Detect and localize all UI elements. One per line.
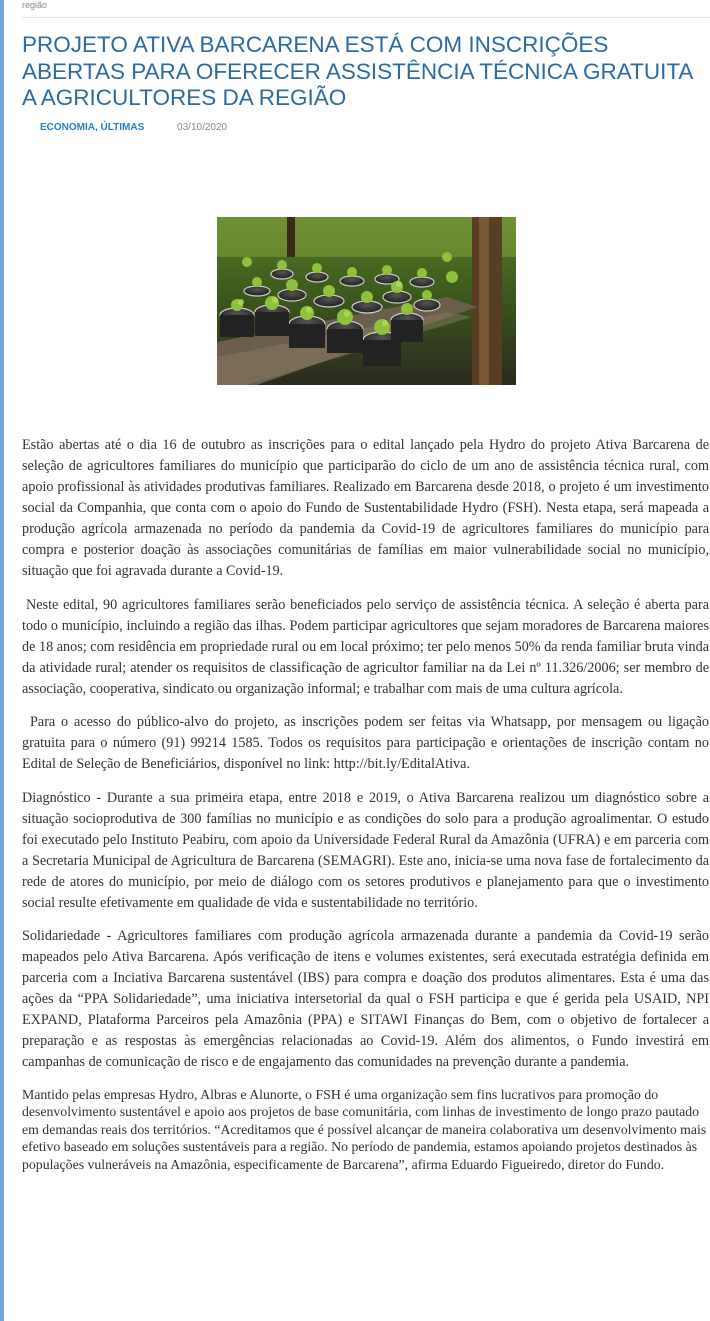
breadcrumb[interactable]: região [22,0,710,18]
paragraph: Diagnóstico - Durante a sua primeira etapa, entre 2018 e 2019, o Ativa Barcarena realizou um diagnóstico sobre a situação socioprodutiva de 300 famílias no município e as condições do solo para a produção agroalimentar. O estudo foi executado pelo Instituto Peabiru, com apoio da Universidade Federal Rural da Amazônia (UFRA) e em parceria com a Secretaria Municipal de Agricultura de Barcarena (SEMAGRI). Este ano, inicia-se uma nova fase de fortalecimento da rede de atores do município, por meio de diálogo com os setores produtivos e planejamento para que o investimento social resulte efetivamente em qualidade de vida e sustentabilidade no território. [22,789,709,911]
category-links[interactable]: ECONOMIA, ÚLTIMAS [40,122,145,133]
paragraph: Solidariedade - Agricultores familiares com produção agrícola armazenada durante a pandemia da Covid-19 serão mapeados pelo Ativa Barcarena. Após verificação de itens e volumes existentes, será executada estratégia definida em parceria com a Inciativa Barcarena sustentável (IBS) para compra e doação dos produtos alimentares. Esta é uma das ações da “PPA Solidariedade”, uma iniciativa intersetorial da qual o FSH participa e que é gerida pela USAID, NPI EXPAND, Plataforma Parceiros pela Amazônia (PPA) e SITAWI Finanças do Bem, com o objetivo de fortalecer a preparação e as respostas às emergências relacionadas ao Covid-19. Além dos alimentos, o Fundo investirá em campanhas de comunicação de risco e de engajamento das comunidades na prevenção durante a pandemia. [22,928,709,1070]
article-title: PROJETO ATIVA BARCARENA ESTÁ COM INSCRIÇÕES ABERTAS PARA OFERECER ASSISTÊNCIA TÉCNICA GRATUITA A AGRICULTORES DA REGIÃO [22,32,693,110]
paragraph: Neste edital, 90 agricultores familiares serão beneficiados pelo serviço de assistência técnica. A seleção é aberta para todo o município, incluindo a região das ilhas. Podem participar agricultores que sejam moradores de Barcarena maiores de 18 anos; com residência em propriedade rural ou em local próximo; ter pelo menos 50% da renda familiar bruta vinda da atividade rural; atender os requisitos de classificação de agricultor familiar na da Lei nº 11.326/2006; ser membro de associação, cooperativa, sindicato ou organização informal; e trabalhar com mais de uma cultura agrícola. [22,596,709,697]
paragraph: Mantido pelas empresas Hydro, Albras e Alunorte, o FSH é uma organização sem fins lucrativos para promoção do desenvolvimento sustentável e apoio aos projetos de base comunitária, com linhas de investimento de longo prazo pautado em demandas reais dos territórios. “Acreditamos que é possível alcançar de maneira colaborativa um desenvolvimento mais efetivo baseado em soluções sustentáveis para a região. No período de pandemia, estamos apoiando projetos destinados às populações vulneráveis na Amazônia, especificamente de Barcarena”, afirma Eduardo Figueiredo, diretor do Fundo. [22,1086,707,1172]
left-accent-bar [0,0,4,1321]
publish-date: 03/10/2020 [177,122,228,133]
article-meta [40,122,227,133]
paragraph: Estão abertas até o dia 16 de outubro as inscrições para o edital lançado pela Hydro do projeto Ativa Barcarena de seleção de agricultores familiares do município que participarão do ciclo de um ano de assistência técnica rural, com apoio profissional às atividades produtivas familiares. Realizado em Barcarena desde 2018, o projeto é um investimento social da Companhia, que conta com o apoio do Fundo de Sustentabilidade Hydro (FSH). Nesta etapa, será mapeada a produção agrícola armazenada no período da pandemia da Covid-19 de agricultores familiares do município para compra e posterior doação às associações comunitárias de famílias em maior vulnerabilidade social no município, situação que foi agravada durante a Covid-19. [22,437,709,579]
article-body [22,435,709,1186]
article-photo [217,217,516,385]
paragraph: Para o acesso do público-alvo do projeto, as inscrições podem ser feitas via Whatsapp, por mensagem ou ligação gratuita para o número (91) 99214 1585. Todos os requisitos para participação e orientações de inscrição contam no Edital de Seleção de Beneficiários, disponível no link: http://bit.ly/EditalAtiva. [22,714,709,772]
